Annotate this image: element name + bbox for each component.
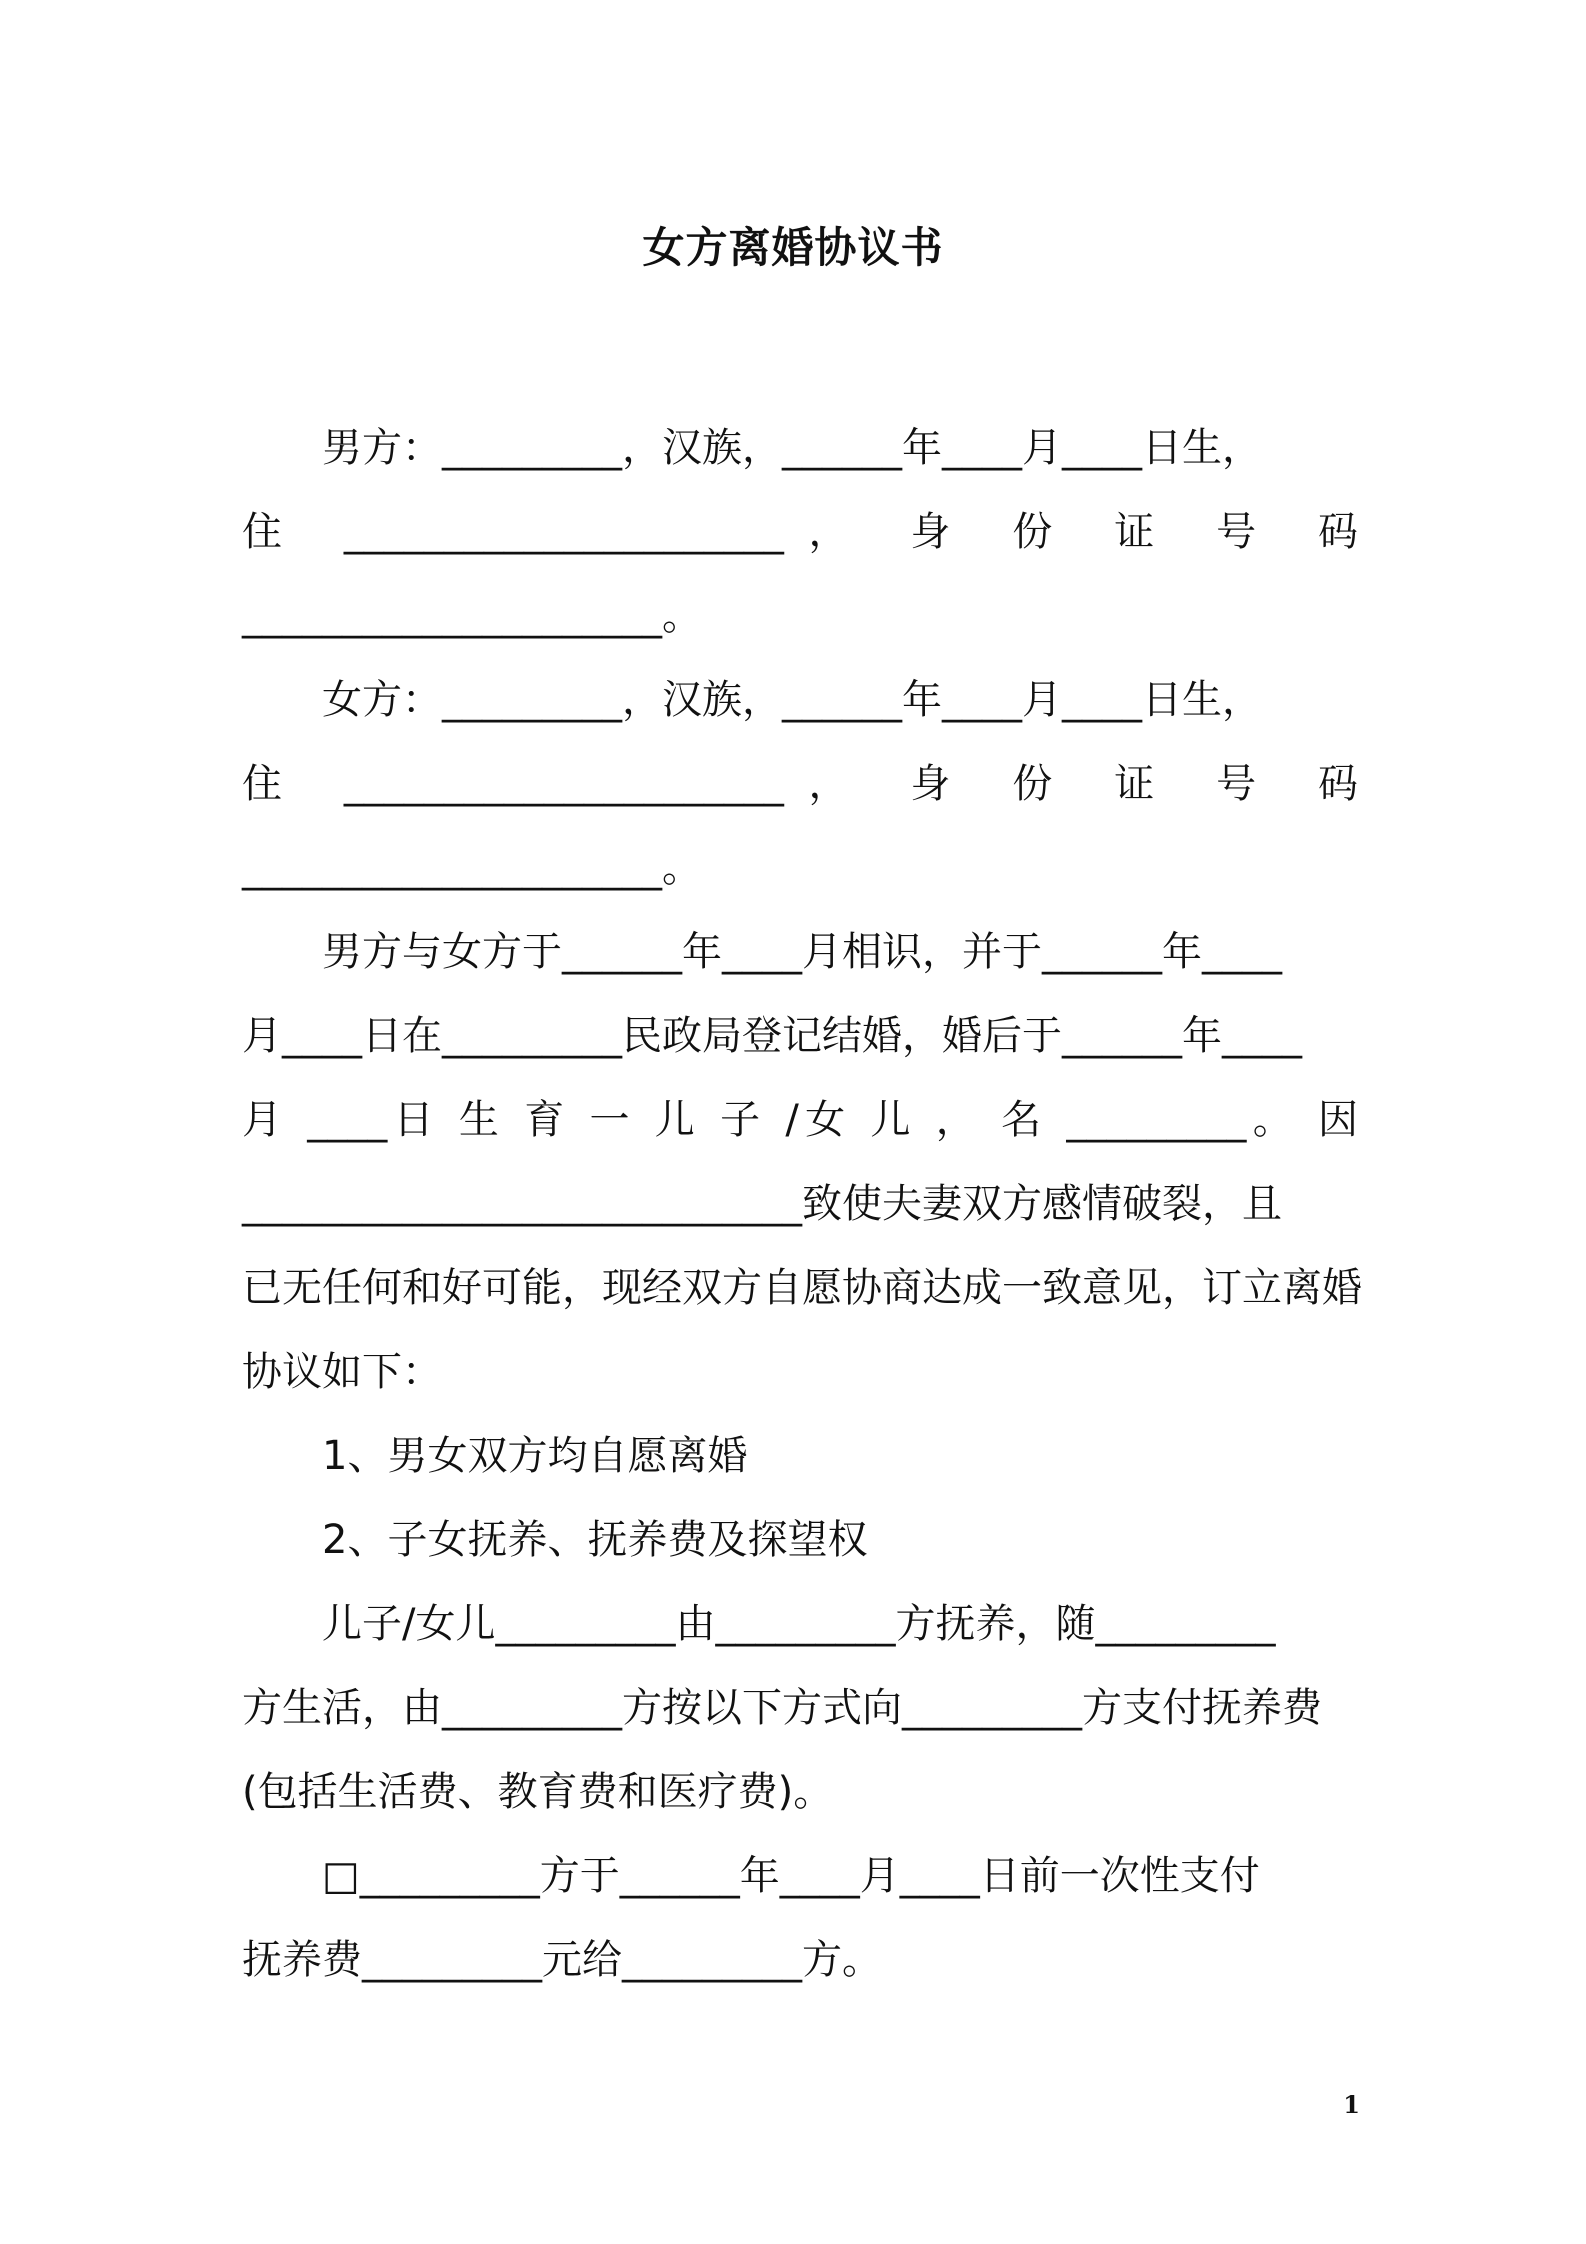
paragraph-marriage-line-5: 已无任何和好可能，现经双方自愿协商达成一致意见，订立离婚 [242,1265,1362,1311]
paragraph-male-party-line-2: 住 ______________________， 身 份 证 号 码 [242,509,1358,555]
paragraph-payment-option-line-1: □_________方于______年____月____日前一次性支付 [322,1853,1260,1899]
paragraph-custody-line-2: 方生活，由_________方按以下方式向_________方支付抚养费 [242,1685,1322,1731]
paragraph-marriage-line-2: 月____日在_________民政局登记结婚，婚后于______年____ [242,1013,1302,1059]
paragraph-custody-line-3: (包括生活费、教育费和医疗费)。 [242,1769,834,1815]
paragraph-male-party-line-1: 男方：_________，汉族，______年____月____日生， [322,425,1262,471]
paragraph-marriage-line-3: 月 ____日 生 育 一 儿 子 /女 儿 ， 名 _________。 因 [242,1097,1358,1143]
paragraph-marriage-line-6: 协议如下： [242,1349,442,1395]
clause-2-heading: 2、子女抚养、抚养费及探望权 [322,1517,868,1563]
paragraph-marriage-line-4: ____________________________致使夫妻双方感情破裂，且 [242,1181,1282,1227]
document-body [242,406,1362,2002]
clause-1: 1、男女双方均自愿离婚 [322,1433,748,1479]
page-number: 1 [1343,2090,1360,2119]
paragraph-female-party-line-2: 住 ______________________， 身 份 证 号 码 [242,761,1358,807]
paragraph-male-party-line-3: _____________________。 [242,593,702,639]
paragraph-marriage-line-1: 男方与女方于______年____月相识，并于______年____ [322,929,1282,975]
paragraph-custody-line-1: 儿子/女儿_________由_________方抚养，随_________ [322,1601,1276,1647]
document-title: 女方离婚协议书 [642,223,944,272]
paragraph-female-party-line-1: 女方：_________，汉族，______年____月____日生， [322,677,1262,723]
paragraph-payment-option-line-2: 抚养费_________元给_________方。 [242,1937,882,1983]
paragraph-female-party-line-3: _____________________。 [242,845,702,891]
